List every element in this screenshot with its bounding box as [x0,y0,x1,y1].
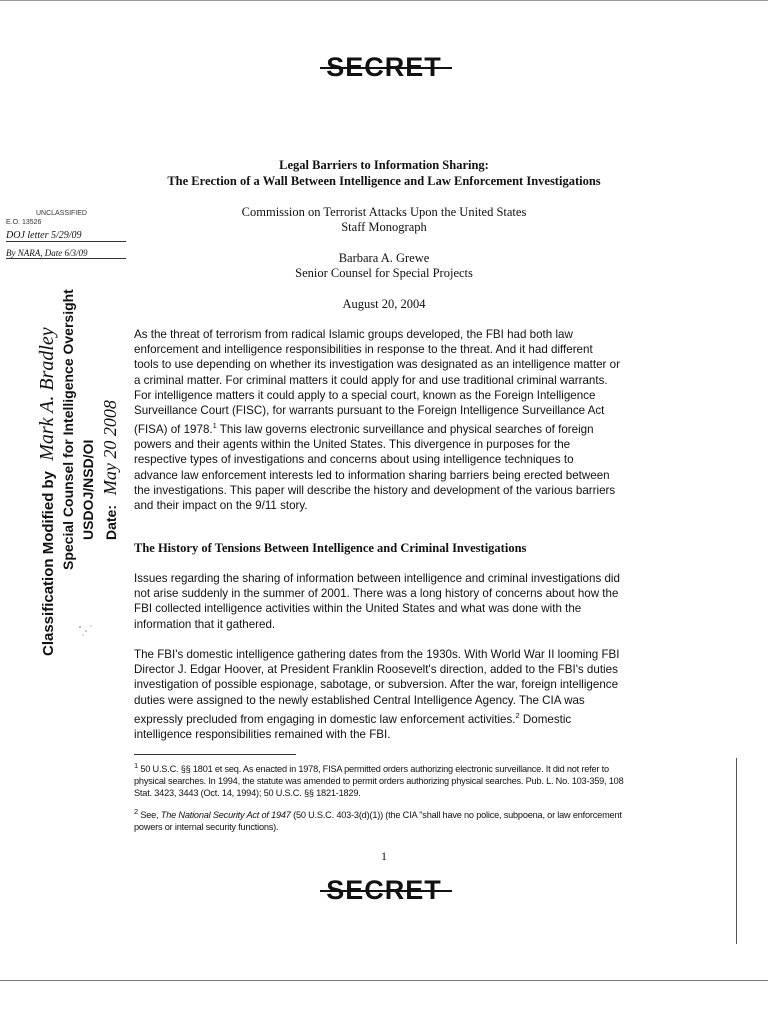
classification-modified-label: Classification Modified by [40,470,57,656]
footnote-ref-2: 2 [515,710,520,720]
paragraph-1-text-a: As the threat of terrorism from radical Islamic groups developed, the FBI had both law enforcement and intelligence responsibilities in response to the threat. And it had different tools to use depending on whether its investigation was designated as an intelligence matter or a criminal matter. For criminal matters it could apply for and use traditional criminal warrants. For intelligence matters it could apply to a special court, known as the Foreign Intelligence Surveillance Court (FISC), for warrants pursuant to the Foreign Intelligence Surveillance Act (FISA) of 1978. [134,328,620,437]
commission-name: Commission on Terrorist Attacks Upon the United States [241,205,527,219]
scan-bottom-edge [0,980,768,981]
page-number: 1 [381,849,387,863]
stamp-date-label: Date: [103,504,119,540]
paragraph-1 [134,327,620,513]
document-type: Staff Monograph [341,220,427,234]
footer-secret-marking: SECRET [326,875,442,905]
paragraph-2: Issues regarding the sharing of information between intelligence and criminal investigations did not arise suddenly in the summer of 2001. There was a long history of concerns about how the FBI collected intelligence activities within the United States and what was done with the information that it gathered. [134,572,620,631]
stamp-date-value: May 20 2008 [100,400,120,496]
footnote-2-see: See, [140,810,161,821]
scan-top-edge [0,0,768,1]
footnote-1-number: 1 [134,761,138,770]
document-title [100,157,668,189]
title-line-1: Legal Barriers to Information Sharing: [279,158,489,172]
classification-modified-by [36,327,59,656]
footnote-1 [134,760,624,799]
paragraph-3-text-a: The FBI's domestic intelligence gathering dates from the 1930s. With World War II looming FBI Director J. Edgar Hoover, at President Franklin Roosevelt's direction, added to the FBI's duties investigation of possible espionage, sabotage, or subversion. After the war, foreign intelligence duties were assigned to the newly established Central Intelligence Agency. The CIA was expressly precluded from engaging in domestic law enforcement activities. [134,648,620,726]
paragraph-1-text-b: This law governs electronic surveillance and physical searches of foreign powers and their agents within the United States. This divergence in purposes for the respective types of investigations and concerns about using intelligence techniques to advance law enforcement interests led to information sharing barriers being erected between the investigations. This paper will describe the history and development of the various barriers and their impact on the 9/11 story. [134,423,616,513]
author-title: Senior Counsel for Special Projects [295,266,473,280]
declass-line-1: UNCLASSIFIED [36,210,87,217]
declass-line-2: E.O. 13526 [6,219,42,226]
footnote-2 [134,806,624,834]
author-name: Barbara A. Grewe [338,251,430,265]
handwritten-signature: Mark A. Bradley [36,327,58,461]
special-counsel-line: Special Counsel for Intelligence Oversight [60,289,76,570]
header-secret-marking: SECRET [326,52,442,82]
stamp-date-line [100,400,121,540]
footnote-2-number: 2 [134,807,138,816]
paragraph-3-text-b: Domestic intelligence responsibilities remained with the FBI. [134,712,572,741]
section-heading: The History of Tensions Between Intelligence and Criminal Investigations [134,541,527,555]
author-block [100,251,668,281]
footnote-1-text: 50 U.S.C. §§ 1801 et seq. As enacted in 1978, FISA permitted orders authorizing electronic surveillance. It did not refer to physical searches. In 1994, the statute was amended to permit orders authorizing physical searches. Pub. L. No. 103-359, 108 Stat. 3423, 3443 (Oct. 14, 1994); 50 U.S.C. §§ 1821-1829. [134,764,624,798]
footnote-2-act-title: The National Security Act of 1947 [160,810,291,821]
scan-speckle [76,622,96,640]
declassification-stamp [6,210,146,259]
scan-margin-line [736,758,737,944]
footnote-divider [134,754,296,755]
declass-line-4: By NARA, Date 6/3/09 [6,248,126,259]
paragraph-3 [134,647,620,742]
commission-block [100,205,668,235]
title-line-2: The Erection of a Wall Between Intelligence and Law Enforcement Investigations [167,174,601,188]
footnote-2-text: (50 U.S.C. 403-3(d)(1)) (the CIA "shall have no police, subpoena, or law enforcement powers or internal security functions). [134,810,622,832]
usdoj-line: USDOJ/NSD/OI [80,439,96,540]
footnote-ref-1: 1 [212,421,217,431]
document-date: August 20, 2004 [342,297,426,311]
declass-line-3: DOJ letter 5/29/09 [6,230,126,242]
